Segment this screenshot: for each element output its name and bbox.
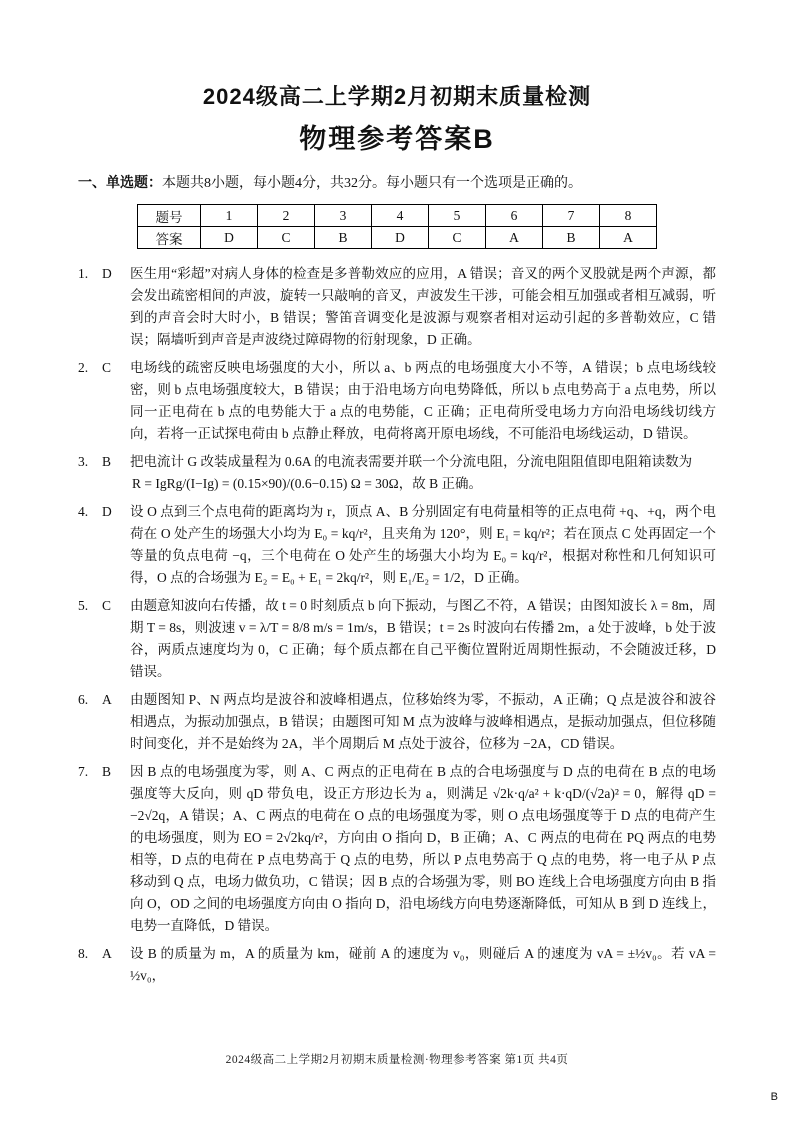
document-title: 2024级高二上学期2月初期末质量检测 — [202, 84, 592, 109]
explanation-item-4 — [78, 501, 716, 589]
item-answer: B — [102, 764, 112, 779]
answer-cell: D — [201, 227, 258, 249]
item-text — [130, 451, 716, 495]
item-answer: D — [102, 266, 112, 281]
question-number-cell: 6 — [486, 205, 543, 227]
item-answer: C — [102, 360, 112, 375]
item-answer: B — [102, 454, 112, 469]
question-number-cell: 4 — [372, 205, 429, 227]
question-number-cell: 5 — [429, 205, 486, 227]
answer-cell: A — [486, 227, 543, 249]
answer-cell: C — [429, 227, 486, 249]
answer-table-label-answer: 答案 — [138, 227, 201, 249]
item-text-body: 电场线的疏密反映电场强度的大小，所以 a、b 两点的电场强度大小不等，A 错误；b 点电场线较密，则 b 点电场强度较大，B 错误；由于沿电场方向电势降低，所以 b 点电势高于 a 点电势，所以同一正电荷在 b 点的电势能大于 a 点的电势能，C 正确；正电荷所受电场力方向沿电场线切线方向，若将一正试探电荷由 b 点静止释放，电荷将离开原电场线，不可能沿电场线运动，D 错误。 — [130, 360, 716, 441]
item-number: 8. — [78, 946, 89, 961]
section-heading-lead: 一、单选题： — [78, 174, 162, 190]
item-text — [130, 501, 716, 589]
section-heading-rest: 本题共8小题，每小题4分，共32分。每小题只有一个选项是正确的。 — [162, 176, 582, 191]
item-answer: A — [102, 692, 112, 707]
explanation-item-6 — [78, 689, 716, 755]
page-footer: 2024级高二上学期2月初期末质量检测·物理参考答案 第1页 共4页 — [225, 1054, 569, 1066]
item-text-body: 设 O 点到三个点电荷的距离均为 r，顶点 A、B 分别固定有电荷量相等的正点电荷 +q、+q，两个电荷在 O 处产生的场强大小均为 E₀ = kq/r²，且夹角为 120°，则 E₁ = kq/r²；若在顶点 C 处再固定一个等量的负点电荷 −q，三个电荷在 O 处产生的场强大小均为 E₀ = kq/r²，根据对称性和几何知识可得，O 点的合场强为 E₂ = E₀ + E₁ = 2kq/r²，则 E₁/E₂ = 1/2，D 正确。 — [130, 504, 716, 585]
explanation-item-8 — [78, 943, 716, 987]
corner-page-mark: B — [770, 1091, 778, 1103]
question-number-cell: 8 — [600, 205, 657, 227]
document-subtitle: 物理参考答案B — [299, 124, 495, 154]
item-number: 4. — [78, 504, 89, 519]
item-text — [130, 943, 716, 987]
item-text-body: 设 B 的质量为 m，A 的质量为 km，碰前 A 的速度为 v₀，则碰后 A 的速度为 vA = ±½v₀。若 vA = ½v₀， — [130, 946, 716, 983]
item-number: 6. — [78, 692, 89, 707]
answer-cell: D — [372, 227, 429, 249]
question-number-cell: 3 — [315, 205, 372, 227]
item-answer: D — [102, 504, 112, 519]
item-number: 2. — [78, 360, 89, 375]
item-text-body: 由题图知 P、N 两点均是波谷和波峰相遇点，位移始终为零，不振动，A 正确；Q 点是波谷和波谷相遇点，为振动加强点，B 错误；由题图可知 M 点为波峰与波峰相遇点，是振动加强点，但位移随时间变化，并不是始终为 2A，半个周期后 M 点处于波谷，位移为 −2A，CD 错误。 — [130, 692, 716, 751]
item-text-body: 因 B 点的电场强度为零，则 A、C 两点的正电荷在 B 点的合电场强度与 D 点的电荷在 B 点的电场强度等大反向，则 qD 带负电，设正方形边长为 a，则满足 √2k·q/a² + k·qD/(√2a)² = 0，解得 qD = −2√2q，A 错误；A、C 两点的电荷在 O 点的电场强度为零，则 O 点电场强度等于 D 点的电荷产生的电场强度，则为 EO = 2√2kq/r²，方向由 O 指向 D，B 正确；A、C 两点的电荷在 PQ 两点的电势相等，D 点的电荷在 P 点电势高于 Q 点的电势，所以 P 点电势高于 Q 点的电势，将一电子从 P 点移动到 Q 点，电场力做负功，C 错误；因 B 点的合场强为零，则 BO 连线上合电场强度方向由 B 指向 O，OD 之间的电场强度方向由 O 指向 D，沿电场线方向电势逐渐降低，可知从 B 到 D 连线上，电势一直降低，D 错误。 — [130, 764, 716, 933]
item-text-body: 把电流计 G 改装成量程为 0.6A 的电流表需要并联一个分流电阻，分流电阻阻值即电阻箱读数为 — [130, 454, 693, 469]
answer-table-label-qnum: 题号 — [138, 205, 201, 227]
item-answer: C — [102, 598, 112, 613]
question-number-cell: 1 — [201, 205, 258, 227]
explanation-item-1 — [78, 263, 716, 351]
item-text — [130, 761, 716, 937]
answer-cell: A — [600, 227, 657, 249]
answer-table — [137, 204, 657, 249]
item-text — [130, 689, 716, 755]
item-number: 7. — [78, 764, 89, 779]
explanation-list — [78, 263, 716, 987]
item-number: 1. — [78, 266, 89, 281]
answer-cell: C — [258, 227, 315, 249]
item-number: 5. — [78, 598, 89, 613]
item-number: 3. — [78, 454, 89, 469]
item-text-body: 由题意知波向右传播，故 t = 0 时刻质点 b 向下振动，与图乙不符，A 错误；由图知波长 λ = 8m，周期 T = 8s，则波速 v = λ/T = 8/8 m/s = 1m/s，B 错误；t = 2s 时波向右传播 2m，a 处于波峰，b 处于波谷，两质点速度均为 0，C 正确；每个质点都在自己平衡位置附近周期性振动，不会随波迁移，D 错误。 — [130, 598, 716, 679]
item-text — [130, 357, 716, 445]
section-heading — [78, 172, 716, 194]
answer-cell: B — [543, 227, 600, 249]
item-answer: A — [102, 946, 112, 961]
item-text-body: 医生用“彩超”对病人身体的检查是多普勒效应的应用，A 错误；音叉的两个叉股就是两个声源，都会发出疏密相间的声波，旋转一只敲响的音叉，声波发生干涉，可能会相互加强或者相互减弱，听到的声音会时大时小，B 错误；警笛音调变化是波源与观察者相对运动引起的多普勒效应，C 错误；隔墙听到声音是声波绕过障碍物的衍射现象，D 正确。 — [130, 266, 716, 347]
question-number-cell: 2 — [258, 205, 315, 227]
explanation-item-5 — [78, 595, 716, 683]
answer-table-number-row — [138, 205, 657, 227]
question-number-cell: 7 — [543, 205, 600, 227]
explanation-item-2 — [78, 357, 716, 445]
explanation-item-7 — [78, 761, 716, 937]
answer-cell: B — [315, 227, 372, 249]
item-formula: R = IgRg/(I−Ig) = (0.15×90)/(0.6−0.15) Ω = 30Ω，故 B 正确。 — [132, 476, 482, 491]
explanation-item-3 — [78, 451, 716, 495]
item-text — [130, 595, 716, 683]
item-text — [130, 263, 716, 351]
answer-table-answer-row — [138, 227, 657, 249]
